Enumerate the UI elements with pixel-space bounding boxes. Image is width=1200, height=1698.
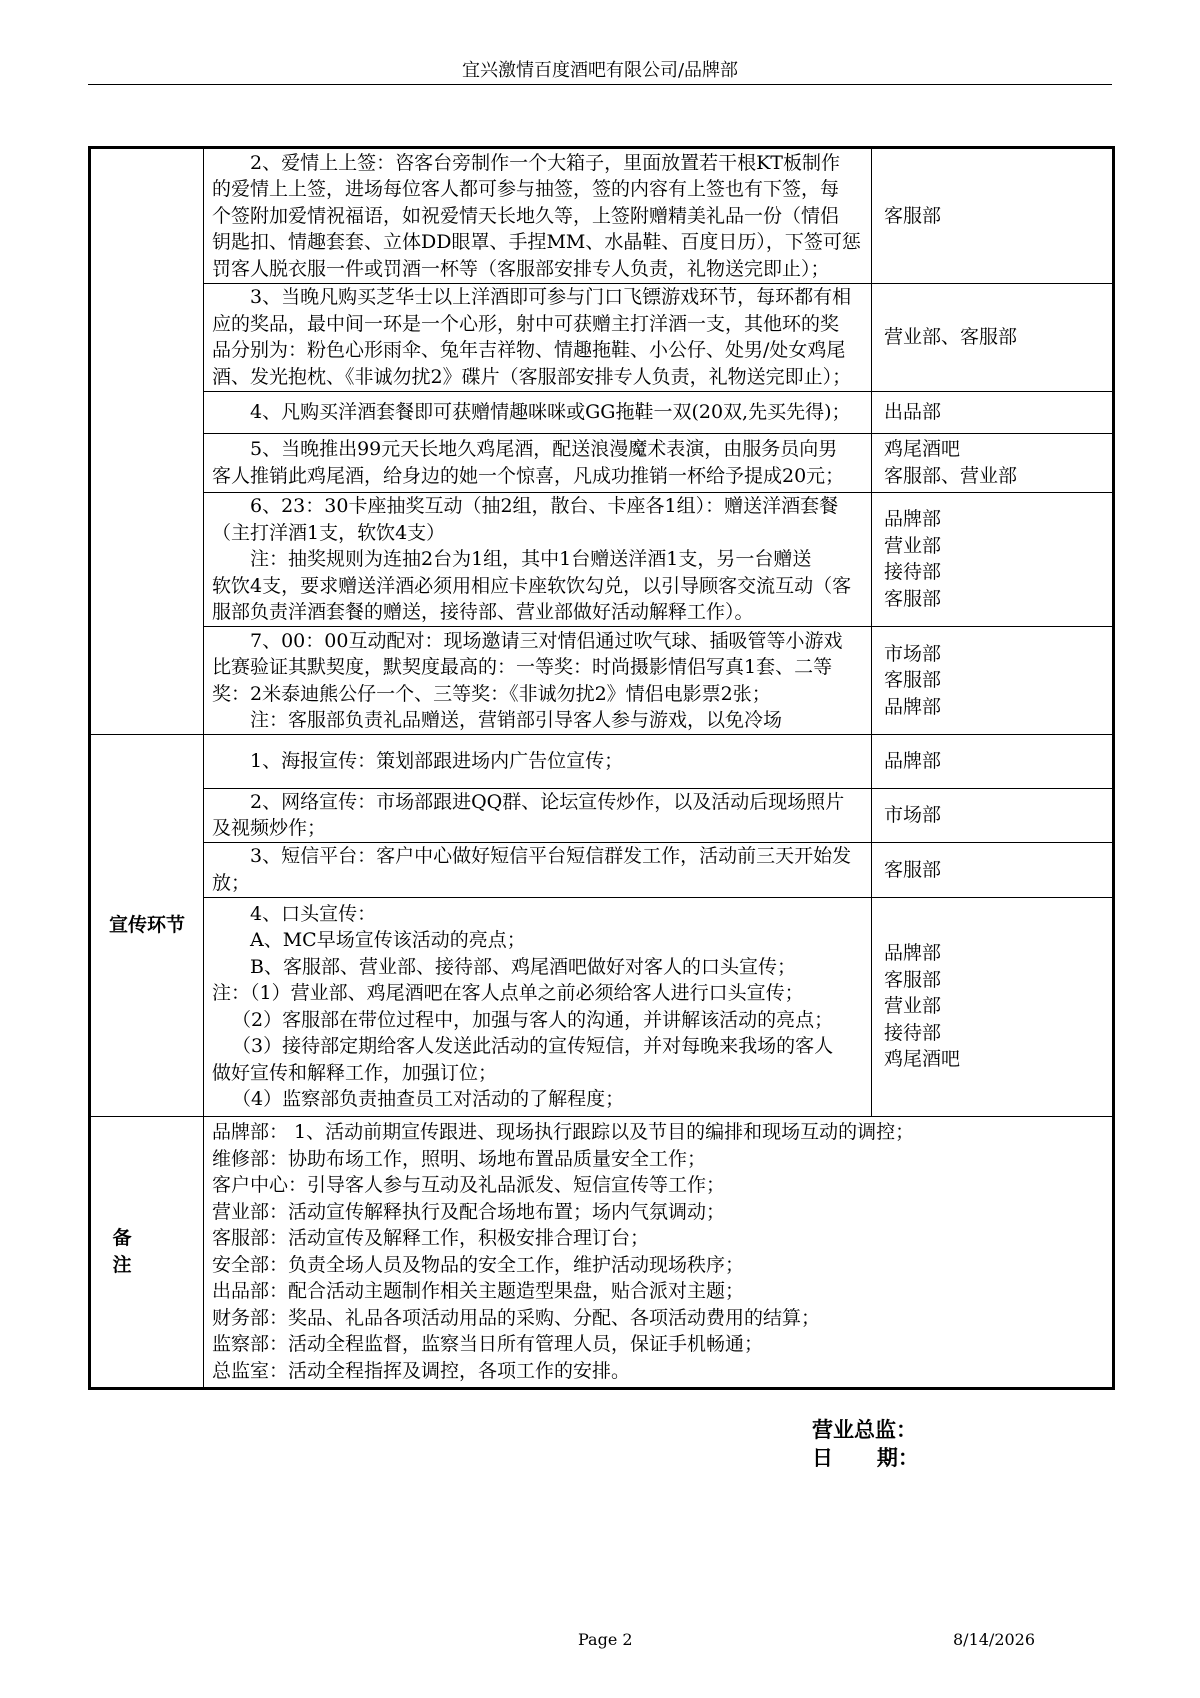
content-line: 做好宣传和解释工作，加强订位； xyxy=(212,1061,498,1084)
department-name: 品牌部 xyxy=(884,942,942,965)
row-department xyxy=(872,391,1114,433)
department-name: 市场部 xyxy=(884,804,942,827)
sales-director-signature: 营业总监： xyxy=(812,1418,917,1442)
content-line: 注：抽奖规则为连抽2台为1组，其中1台赠送洋酒1支，另一台赠送 xyxy=(250,548,812,571)
department-name: 客服部 xyxy=(884,669,942,692)
table-row xyxy=(90,897,1114,1116)
page-number: Page 2 xyxy=(578,1630,633,1649)
content-line: 品分别为：粉色心形雨伞、兔年吉祥物、情趣拖鞋、小公仔、处男/处女鸡尾 xyxy=(212,339,846,362)
content-line: 的爱情上上签，进场每位客人都可参与抽签，签的内容有上签也有下签，每 xyxy=(212,178,840,201)
content-line: 个签附加爱情祝福语，如祝爱情天长地久等，上签附赠精美礼品一份（情侣 xyxy=(212,204,840,227)
content-line: 5、当晚推出99元天长地久鸡尾酒，配送浪漫魔术表演，由服务员向男 xyxy=(250,438,838,461)
department-name: 营业部、客服部 xyxy=(884,325,1018,348)
department-name: 客服部 xyxy=(884,204,942,227)
row-content xyxy=(204,788,872,842)
department-name: 客服部 xyxy=(884,587,942,610)
row-department xyxy=(872,843,1114,897)
department-name: 品牌部 xyxy=(884,508,942,531)
content-line: A、MC早场宣传该活动的亮点； xyxy=(250,929,526,952)
content-line: 及视频炒作； xyxy=(212,817,327,840)
table-row xyxy=(90,843,1114,897)
row-department xyxy=(872,148,1114,284)
row-content xyxy=(204,434,872,493)
content-line: B、客服部、营业部、接待部、鸡尾酒吧做好对客人的口头宣传； xyxy=(250,955,796,978)
table-row xyxy=(90,283,1114,391)
content-line: 注：客服部负责礼品赠送，营销部引导客人参与游戏，以免冷场 xyxy=(250,709,783,732)
department-name: 品牌部 xyxy=(884,695,942,718)
row-content xyxy=(204,627,872,735)
row-department xyxy=(872,735,1114,788)
signature-date: 日 期： xyxy=(812,1446,919,1470)
remark-line: 客户中心：引导客人参与互动及礼品派发、短信宣传等工作； xyxy=(212,1174,726,1197)
remark-line: 出品部：配合活动主题制作相关主题造型果盘，贴合派对主题； xyxy=(212,1280,745,1303)
content-line: 放； xyxy=(212,871,251,894)
table-row xyxy=(90,788,1114,842)
content-line: 注：（1）营业部、鸡尾酒吧在客人点单之前必须给客人进行口头宣传； xyxy=(212,982,804,1005)
remark-line: 维修部：协助布场工作，照明、场地布置品质量安全工作； xyxy=(212,1147,707,1170)
department-name: 鸡尾酒吧 xyxy=(884,1048,961,1071)
remark-line: 总监室：活动全程指挥及调控，各项工作的安排。 xyxy=(212,1359,631,1382)
remark-line: 财务部：奖品、礼品各项活动用品的采购、分配、各项活动费用的结算； xyxy=(212,1306,821,1329)
remark-line: 营业部：活动宣传解释执行及配合场地布置；场内气氛调动； xyxy=(212,1200,726,1223)
content-line: 1、海报宣传：策划部跟进场内广告位宣传； xyxy=(250,750,624,773)
row-department xyxy=(872,788,1114,842)
content-line: 奖：2米泰迪熊公仔一个、三等奖：《非诚勿扰2》情侣电影票2张； xyxy=(212,682,771,705)
remarks-content xyxy=(204,1116,1114,1388)
activity-plan-table xyxy=(88,146,1115,1390)
department-name: 营业部 xyxy=(884,995,942,1018)
content-line: 3、当晚凡购买芝华士以上洋酒即可参与门口飞镖游戏环节，每环都有相 xyxy=(250,286,852,309)
table-row xyxy=(90,627,1114,735)
content-line: 2、网络宣传：市场部跟进QQ群、论坛宣传炒作，以及活动后现场照片 xyxy=(250,790,845,813)
document-header-title: 宜兴激情百度酒吧有限公司/品牌部 xyxy=(461,60,739,81)
row-department xyxy=(872,434,1114,493)
table-row xyxy=(90,391,1114,433)
remark-line: 品牌部： 1、活动前期宣传跟进、现场执行跟踪以及节目的编排和现场互动的调控； xyxy=(212,1121,915,1144)
content-line: 2、爱情上上签：咨客台旁制作一个大箱子，里面放置若干根KT板制作 xyxy=(250,151,840,174)
department-name: 客服部 xyxy=(884,858,942,881)
row-department xyxy=(872,492,1114,627)
row-department xyxy=(872,627,1114,735)
row-content xyxy=(204,735,872,788)
content-line: 应的奖品，最中间一环是一个心形，射中可获赠主打洋酒一支，其他环的奖 xyxy=(212,312,840,335)
remark-line: 客服部：活动宣传及解释工作，积极安排合理订台； xyxy=(212,1227,650,1250)
content-line: 罚客人脱衣服一件或罚酒一杯等（客服部安排专人负责，礼物送完即止）； xyxy=(212,257,830,280)
content-line: （3）接待部定期给客人发送此活动的宣传短信，并对每晚来我场的客人 xyxy=(232,1035,834,1058)
content-line: 服部负责洋酒套餐的赠送，接待部、营业部做好活动解释工作）。 xyxy=(212,601,754,624)
content-line: 4、凡购买洋酒套餐即可获赠情趣咪咪或GG拖鞋一双(20双,先买先得)； xyxy=(250,401,851,424)
header-rule xyxy=(88,84,1112,85)
content-line: （主打洋酒1支，软饮4支） xyxy=(212,521,446,544)
content-line: 4、口头宣传： xyxy=(250,902,377,925)
row-department xyxy=(872,283,1114,391)
row-content xyxy=(204,283,872,391)
row-content xyxy=(204,897,872,1116)
content-line: 软饮4支，要求赠送洋酒必须用相应卡座软饮勾兑，以引导顾客交流互动（客 xyxy=(212,574,852,597)
content-line: 7、00：00互动配对：现场邀请三对情侣通过吹气球、插吸管等小游戏 xyxy=(250,629,843,652)
department-name: 鸡尾酒吧 xyxy=(884,438,961,461)
remarks-label-text: 备注 xyxy=(112,1227,182,1276)
table-row xyxy=(90,148,1114,284)
department-name: 出品部 xyxy=(884,401,942,424)
table-row xyxy=(90,434,1114,493)
department-name: 接待部 xyxy=(884,1021,942,1044)
section-label-activity xyxy=(90,148,204,735)
table-row xyxy=(90,735,1114,788)
row-content xyxy=(204,148,872,284)
row-department xyxy=(872,897,1114,1116)
section-label-promotion: 宣传环节 xyxy=(90,735,204,1116)
content-line: 6、23：30卡座抽奖互动（抽2组，散台、卡座各1组）：赠送洋酒套餐 xyxy=(250,495,839,518)
content-line: （2）客服部在带位过程中，加强与客人的沟通，并讲解该活动的亮点； xyxy=(232,1008,834,1031)
row-content xyxy=(204,492,872,627)
row-content xyxy=(204,843,872,897)
content-line: 3、短信平台：客户中心做好短信平台短信群发工作，活动前三天开始发 xyxy=(250,845,852,868)
row-content xyxy=(204,391,872,433)
department-name: 品牌部 xyxy=(884,750,942,773)
table-row xyxy=(90,492,1114,627)
department-name: 市场部 xyxy=(884,642,942,665)
content-line: 钥匙扣、情趣套套、立体DD眼罩、手捏MM、水晶鞋、百度日历），下签可惩 xyxy=(212,231,861,254)
department-name: 客服部、营业部 xyxy=(884,464,1018,487)
content-line: 比赛验证其默契度，默契度最高的：一等奖：时尚摄影情侣写真1套、二等 xyxy=(212,656,833,679)
department-name: 营业部 xyxy=(884,534,942,557)
department-name: 接待部 xyxy=(884,561,942,584)
section-label-remarks xyxy=(90,1116,204,1388)
footer-date: 8/14/2026 xyxy=(953,1630,1036,1649)
content-line: 酒、发光抱枕、《非诚勿扰2》碟片（客服部安排专人负责，礼物送完即止）； xyxy=(212,365,852,388)
table-row xyxy=(90,1116,1114,1388)
department-name: 客服部 xyxy=(884,968,942,991)
remark-line: 监察部：活动全程监督，监察当日所有管理人员，保证手机畅通； xyxy=(212,1333,764,1356)
remark-line: 安全部：负责全场人员及物品的安全工作，维护活动现场秩序； xyxy=(212,1253,745,1276)
content-line: 客人推销此鸡尾酒，给身边的她一个惊喜，凡成功推销一杯给予提成20元； xyxy=(212,464,845,487)
content-line: （4）监察部负责抽查员工对活动的了解程度； xyxy=(232,1088,625,1111)
